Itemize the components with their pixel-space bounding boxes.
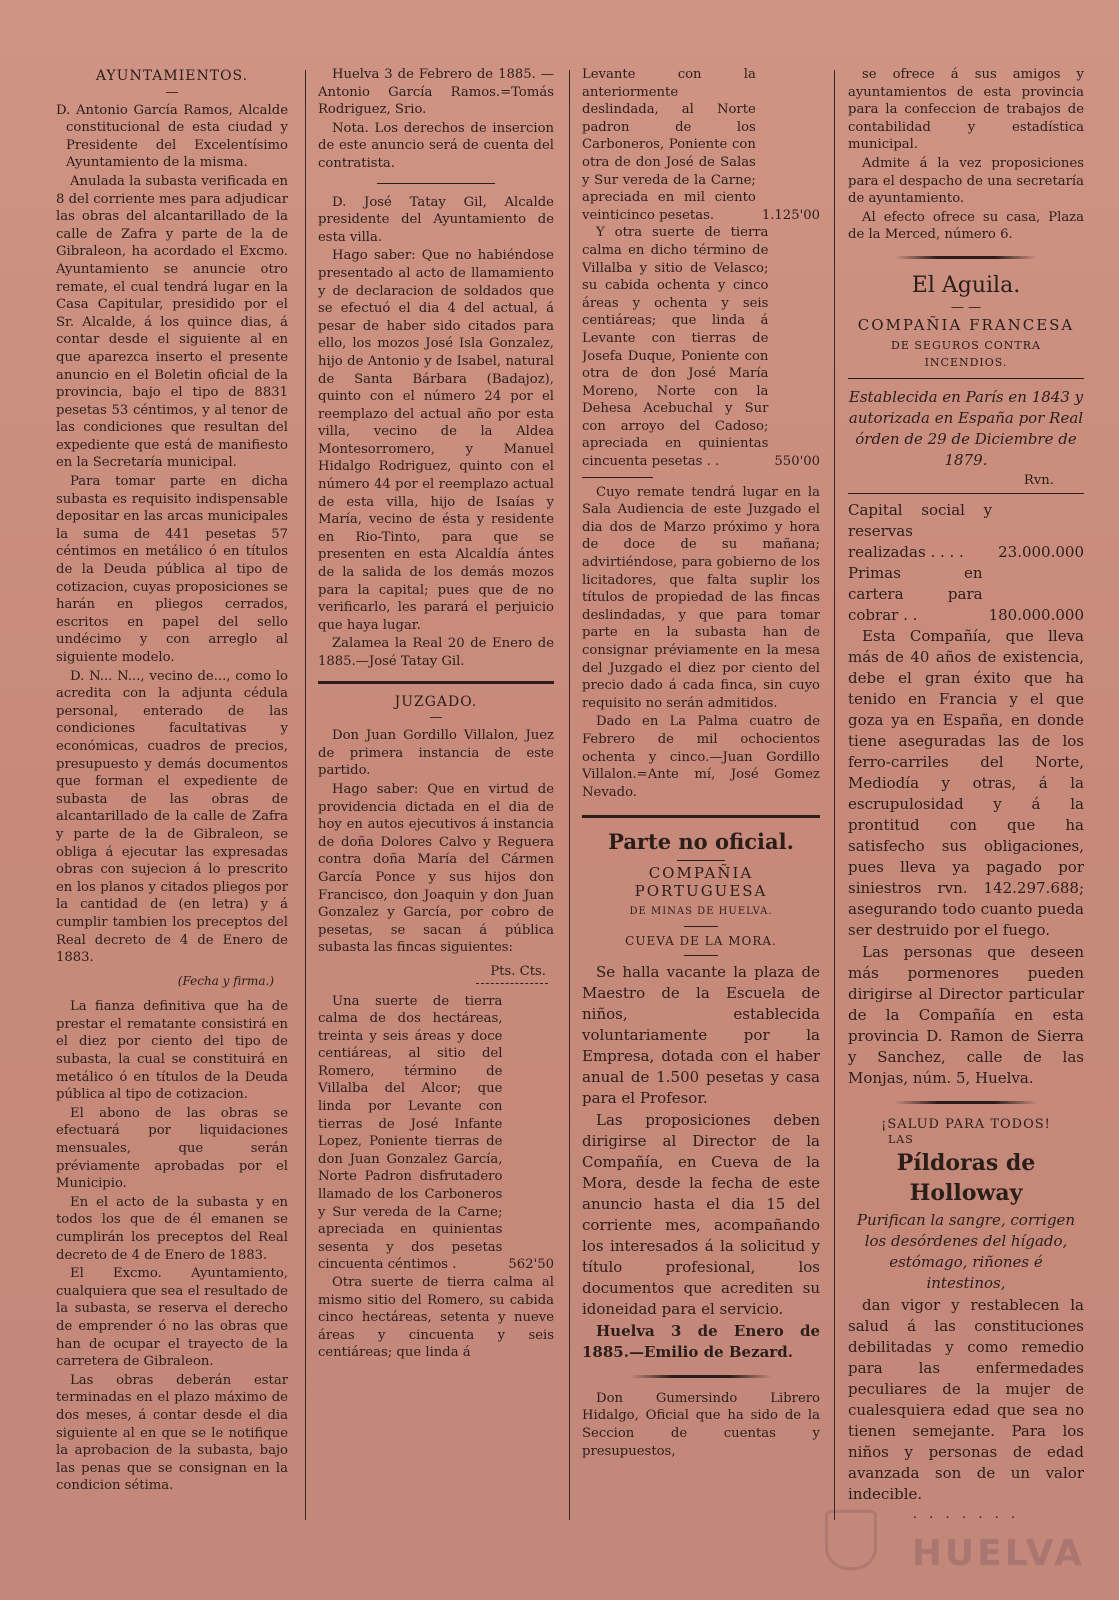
property-amount: 562'50 [508, 1257, 554, 1273]
paragraph: Al efecto ofrece su casa, Plaza de la Merced, número 6. [848, 209, 1084, 243]
heading-dash: — [429, 710, 443, 726]
place-name: CUEVA DE LA MORA. [625, 934, 777, 949]
paragraph: La fianza definitiva que ha de prestar el rematante consistirá en el diez por ciento del tipo de subasta, la cual se constituirá en metálico ó en títulos de la Deuda pública al tipo de cotizacion. [56, 999, 288, 1103]
paragraph: Huelva 3 de Febrero de 1885. —Antonio García Ramos.=Tomás Rodriguez, Srio. [318, 67, 554, 118]
paragraph: El abono de las obras se efectuará por liquidaciones mensuales, que serán préviamente aprobadas por el Municipio. [56, 1105, 288, 1192]
property-item [582, 66, 820, 224]
ornament-rule [895, 1101, 1037, 1104]
paragraph: Zalamea la Real 20 de Enero de 1885.—José Tatay Gil. [318, 636, 554, 669]
property-amount: 550'00 [774, 454, 820, 470]
separator-rule [684, 955, 717, 956]
paragraph: Don Juan Gordillo Villalon, Juez de primera instancia de este partido. [318, 728, 554, 779]
paragraph: Se halla vacante la plaza de Maestro de la Escuela de niños, establecida voluntariamente por la Empresa, dotada con el haber anual de 1.500 pesetas y casa para el Profesor. [582, 962, 820, 1107]
establishment-note: Establecida en París en 1843 y autorizada en España por Real órden de 29 de Diciembre de 1879. [848, 387, 1084, 469]
paragraph: Cuyo remate tendrá lugar en la Sala Audiencia de este Juzgado el dia dos de Marzo próximo y hora de doce de su mañana; advirtiéndose, para gobierno de los licitadores, que falta suplir los títulos de propiedad de las fincas deslindadas, y que para tomar parte en la subasta han de consignar préviamente en la mesa del Juzgado el diez por ciento del precio dado á cada finca, sin cuyo requisito no serán admitidos. [582, 484, 820, 711]
coat-of-arms-icon [825, 1510, 877, 1570]
separator-rule [677, 860, 725, 861]
amount-header-rule [476, 983, 548, 985]
section-heading-juzgado: JUZGADO. [394, 693, 478, 710]
column-3 [582, 66, 820, 1520]
paragraph: D. Antonio García Ramos, Alcalde constitucional de esta ciudad y Presidente del Excelentísimo Ayuntamiento de la misma. [56, 102, 288, 171]
column-2 [318, 66, 554, 1520]
advert-claim: Purifican la sangre, corrigen los desórdenes del hígado, estómago, riñones é intestinos, [856, 1210, 1076, 1292]
paragraph: Las proposiciones deben dirigirse al Director de la Compañía, en Cueva de la Mora, desde la fecha de este anuncio hasta el dia 15 del corriente mes, acompañando los interesados á la solicitud y título profesional, los documentos que acrediten su idoneidad para el servicio. [582, 1110, 820, 1318]
section-heading-parte-no-oficial: Parte no oficial. [608, 829, 794, 855]
property-item [582, 224, 820, 470]
company-name: COMPAÑIA PORTUGUESA [634, 864, 768, 900]
paragraph: D. N... N..., vecino de..., como lo acredita con la adjunta cédula personal, enterado de las condiciones facultativas y económicas, cuadros de precios, presupuesto y demás documentos que forman el expediente de subasta de las obras de alcantarillado de la calle de Zafra y parte de la de Gibraleon, se obliga á ejecutar las expresadas obras con sujecion á lo prescrito en los planos y citados pliegos por la cantidad de (en letra) y á cumplir tambien los preceptos del Real decreto de 4 de Enero de 1883. [56, 668, 288, 966]
capital-value: 23.000.000 [998, 543, 1084, 562]
archive-watermark [827, 1510, 1097, 1574]
paragraph: Don Gumersindo Librero Hidalgo, Oficial que ha sido de la Seccion de cuentas y presupuestos, [582, 1390, 820, 1459]
separator-rule [848, 378, 1084, 379]
property-item [318, 993, 554, 1275]
company-subtitle: DE SEGUROS CONTRA INCENDIOS. [891, 338, 1041, 370]
advert-tagline: ¡SALUD PARA TODOS! [881, 1117, 1051, 1133]
paragraph: Nota. Los derechos de insercion de este anuncio será de cuenta del contratista. [318, 120, 554, 171]
primas-label: Primas en cartera para cobrar . . [848, 564, 983, 625]
column-4 [848, 66, 1084, 1520]
ornament-rule [630, 1375, 773, 1378]
column-rule [305, 70, 306, 1520]
paragraph: Otra suerte de tierra calma al mismo sitio del Romero, su cabida cinco hectáreas, setenta y nueve áreas y cincuenta y seis centiáreas; que linda á [318, 1275, 554, 1361]
section-rule [582, 815, 820, 818]
capital-label: Capital social y reservas realizadas . . . . [848, 501, 993, 562]
property-description: Una suerte de tierra calma de dos hectáreas, treinta y seis áreas y doce centiáreas, al sitio del Romero, término de Villalba del Alcor; que linda por Levante con tierras de José Infante Lopez, Poniente tierras de don Juan Gonzalez García, Norte Padron disfrutadero llamado de los Carboneros y Sur vereda de la Carne; apreciada en quinientas sesenta y dos pesetas cincuenta céntimos . [318, 993, 503, 1273]
company-subtitle: DE MINAS DE HUELVA. [629, 905, 773, 917]
paragraph: El Excmo. Ayuntamiento, cualquiera que sea el resultado de la subasta, se reserva el derecho de emprender ó no las obras que han de ocupar el trayecto de la carretera de Gibraleon. [56, 1266, 288, 1370]
signature-placeholder: (Fecha y firma.) [177, 973, 274, 988]
heading-dash: — [165, 84, 179, 100]
primas-row [848, 563, 1084, 626]
signature-line: Huelva 3 de Enero de 1885.—Emilio de Bezard. [582, 1321, 820, 1361]
paragraph: D. José Tatay Gil, Alcalde presidente del Ayuntamiento de esta villa. [318, 194, 554, 245]
paragraph: Las personas que deseen más pormenores pueden dirigirse al Director particular de la Compañía en esta provincia D. Ramon de Sierra y Sanchez, calle de las Monjas, núm. 5, Huelva. [848, 943, 1084, 1088]
column-1 [56, 66, 288, 1520]
ornament-rule [895, 256, 1037, 259]
paragraph: se ofrece á sus amigos y ayuntamientos de esta provincia para la confeccion de trabajos de contabilidad y estadística municipal. [848, 67, 1084, 153]
watermark-text: HUELVA [911, 1533, 1085, 1574]
advert-heading-pildoras: Píldoras de Holloway [896, 1149, 1036, 1206]
dotted-separator: . . . . . . . [912, 1506, 1020, 1520]
advert-article: LAS [888, 1132, 914, 1146]
primas-value: 180.000.000 [988, 606, 1084, 625]
property-description: Levante con la anteriormente deslindada, al Norte padron de los Carboneros, Poniente con otra de don José de Salas y Sur vereda de la Carne; apreciada en mil ciento veinticinco pesetas. [582, 67, 756, 223]
company-name: COMPAÑIA FRANCESA [857, 315, 1075, 334]
heading-dash: — — [950, 299, 982, 315]
paragraph: En el acto de la subasta y en todos los que de él emanen se cumplirán los preceptos del Real decreto de 4 de Enero de 1883. [56, 1194, 288, 1263]
paragraph: Esta Compañía, que lleva más de 40 años de existencia, debe el gran éxito que ha tenido en Francia y el que goza ya en España, en donde tiene aseguradas las de los ferro-carriles del Norte, Mediodía y otras, á la escrupulosidad y á la prontitud con que ha satisfecho sus obligaciones, pues lleva ya pagado por siniestros rvn. 142.297.688; asegurando todo cuanto pueda ser destruido por el fuego. [848, 627, 1084, 940]
advert-heading-el-aguila: El Aguila. [911, 272, 1021, 298]
paragraph: Anulada la subasta verificada en 8 del corriente mes para adjudicar las obras del alcantarillado de la calle de Zafra y parte de la de Gibraleon, ha acordado el Excmo. Ayuntamiento se anuncie otro remate, el cual tendrá lugar en la Casa Capitular, presidido por el Sr. Alcalde, á los quince dias, á contar desde el siguiente al en que aparezca inserto el presente anuncio en el Boletin oficial de la provincia, bajo el tipo de 8831 pesetas 53 céntimos, y al tenor de las condiciones que resultan del expediente que está de manifiesto en la Secretaría municipal. [56, 173, 288, 471]
separator-rule [377, 183, 495, 184]
paragraph: Hago saber: Que no habiéndose presentado al acto de llamamiento y de declaracion de soldados que se efectuó el dia 4 del actual, á pesar de haber sido citados para ello, los mozos José Isla Gonzalez, hijo de Antonio y de Isabel, natural de Santa Bárbara (Badajoz), quinto con el número 24 por el reemplazo del actual año por esta villa, vecino de la Aldea Montesorromero, y Manuel Hidalgo Rodriguez, quinto con el número 44 por el reemplazo actual de esta villa, hijo de Isaías y María, vecino de ésta y residente en Rio-Tinto, para que se presenten en esta Alcaldía ántes de la salida de los demás mozos para la capital; pues que de no verificarlo, les parará el perjuicio que haya lugar. [318, 248, 554, 633]
column-rule [569, 70, 570, 1520]
paragraph: Para tomar parte en dicha subasta es requisito indispensable depositar en las arcas municipales la suma de 441 pesetas 57 céntimos en metálico ó en títulos de la Deuda pública al tipo de cotizacion, cuyas proposiciones se harán en pliegos cerrados, escritos en papel del sello undécimo y con arreglo al siguiente modelo. [56, 474, 288, 665]
currency-label: Rvn. [1023, 472, 1054, 488]
separator-rule [582, 477, 653, 478]
paragraph: Las obras deberán estar terminadas en el plazo máximo de dos meses, á contar desde el dia siguiente al en que se le notifique la aprobacion de la subasta, bajo las penas que se consignan en la condicion sétima. [56, 1372, 288, 1494]
paragraph: Hago saber: Que en virtud de providencia dictada en el dia de hoy en autos ejecutivos á instancia de doña Dolores Calvo y Reguera contra doña María del Cármen García Ponce y sus hijos don Francisco, don Joaquin y don Juan Gonzalez y García, por cobro de pesetas, se sacan á pública subasta las fincas siguientes: [318, 781, 554, 956]
section-heading-ayuntamientos: AYUNTAMIENTOS. [95, 68, 249, 84]
property-amount: 1.125'00 [761, 207, 820, 223]
amount-column-header: Pts. Cts. [490, 963, 546, 979]
paragraph: Dado en La Palma cuatro de Febrero de mil ochocientos ochenta y cinco.—Juan Gordillo Villalon.=Ante mí, José Gomez Nevado. [582, 714, 820, 800]
separator-rule [684, 926, 717, 927]
paragraph: Admite á la vez proposiciones para el despacho de una secretaría de ayuntamiento. [848, 155, 1084, 207]
section-rule [318, 681, 554, 684]
column-rule [834, 70, 835, 1520]
separator-rule [848, 493, 1084, 494]
property-description: Y otra suerte de tierra calma en dicho término de Villalba y sitio de Velasco; su cabida ochenta y cinco áreas y ochenta y seis centiáreas; que linda á Levante con tierras de Josefa Duque, Poniente con otra de don José María Moreno, Norte con la Dehesa Acebuchal y Sur con arroyo del Cadoso; apreciada en quinientas cincuenta pesetas . . [582, 225, 769, 470]
paragraph: dan vigor y restablecen la salud á las constituciones debilitadas y como remedio para las enfermedades peculiares de la mujer de cualesquiera edad que sea no tienen semejante. Para los niños y personas de edad avanzada son de un valor indecible. [848, 1295, 1084, 1503]
capital-row [848, 500, 1084, 563]
